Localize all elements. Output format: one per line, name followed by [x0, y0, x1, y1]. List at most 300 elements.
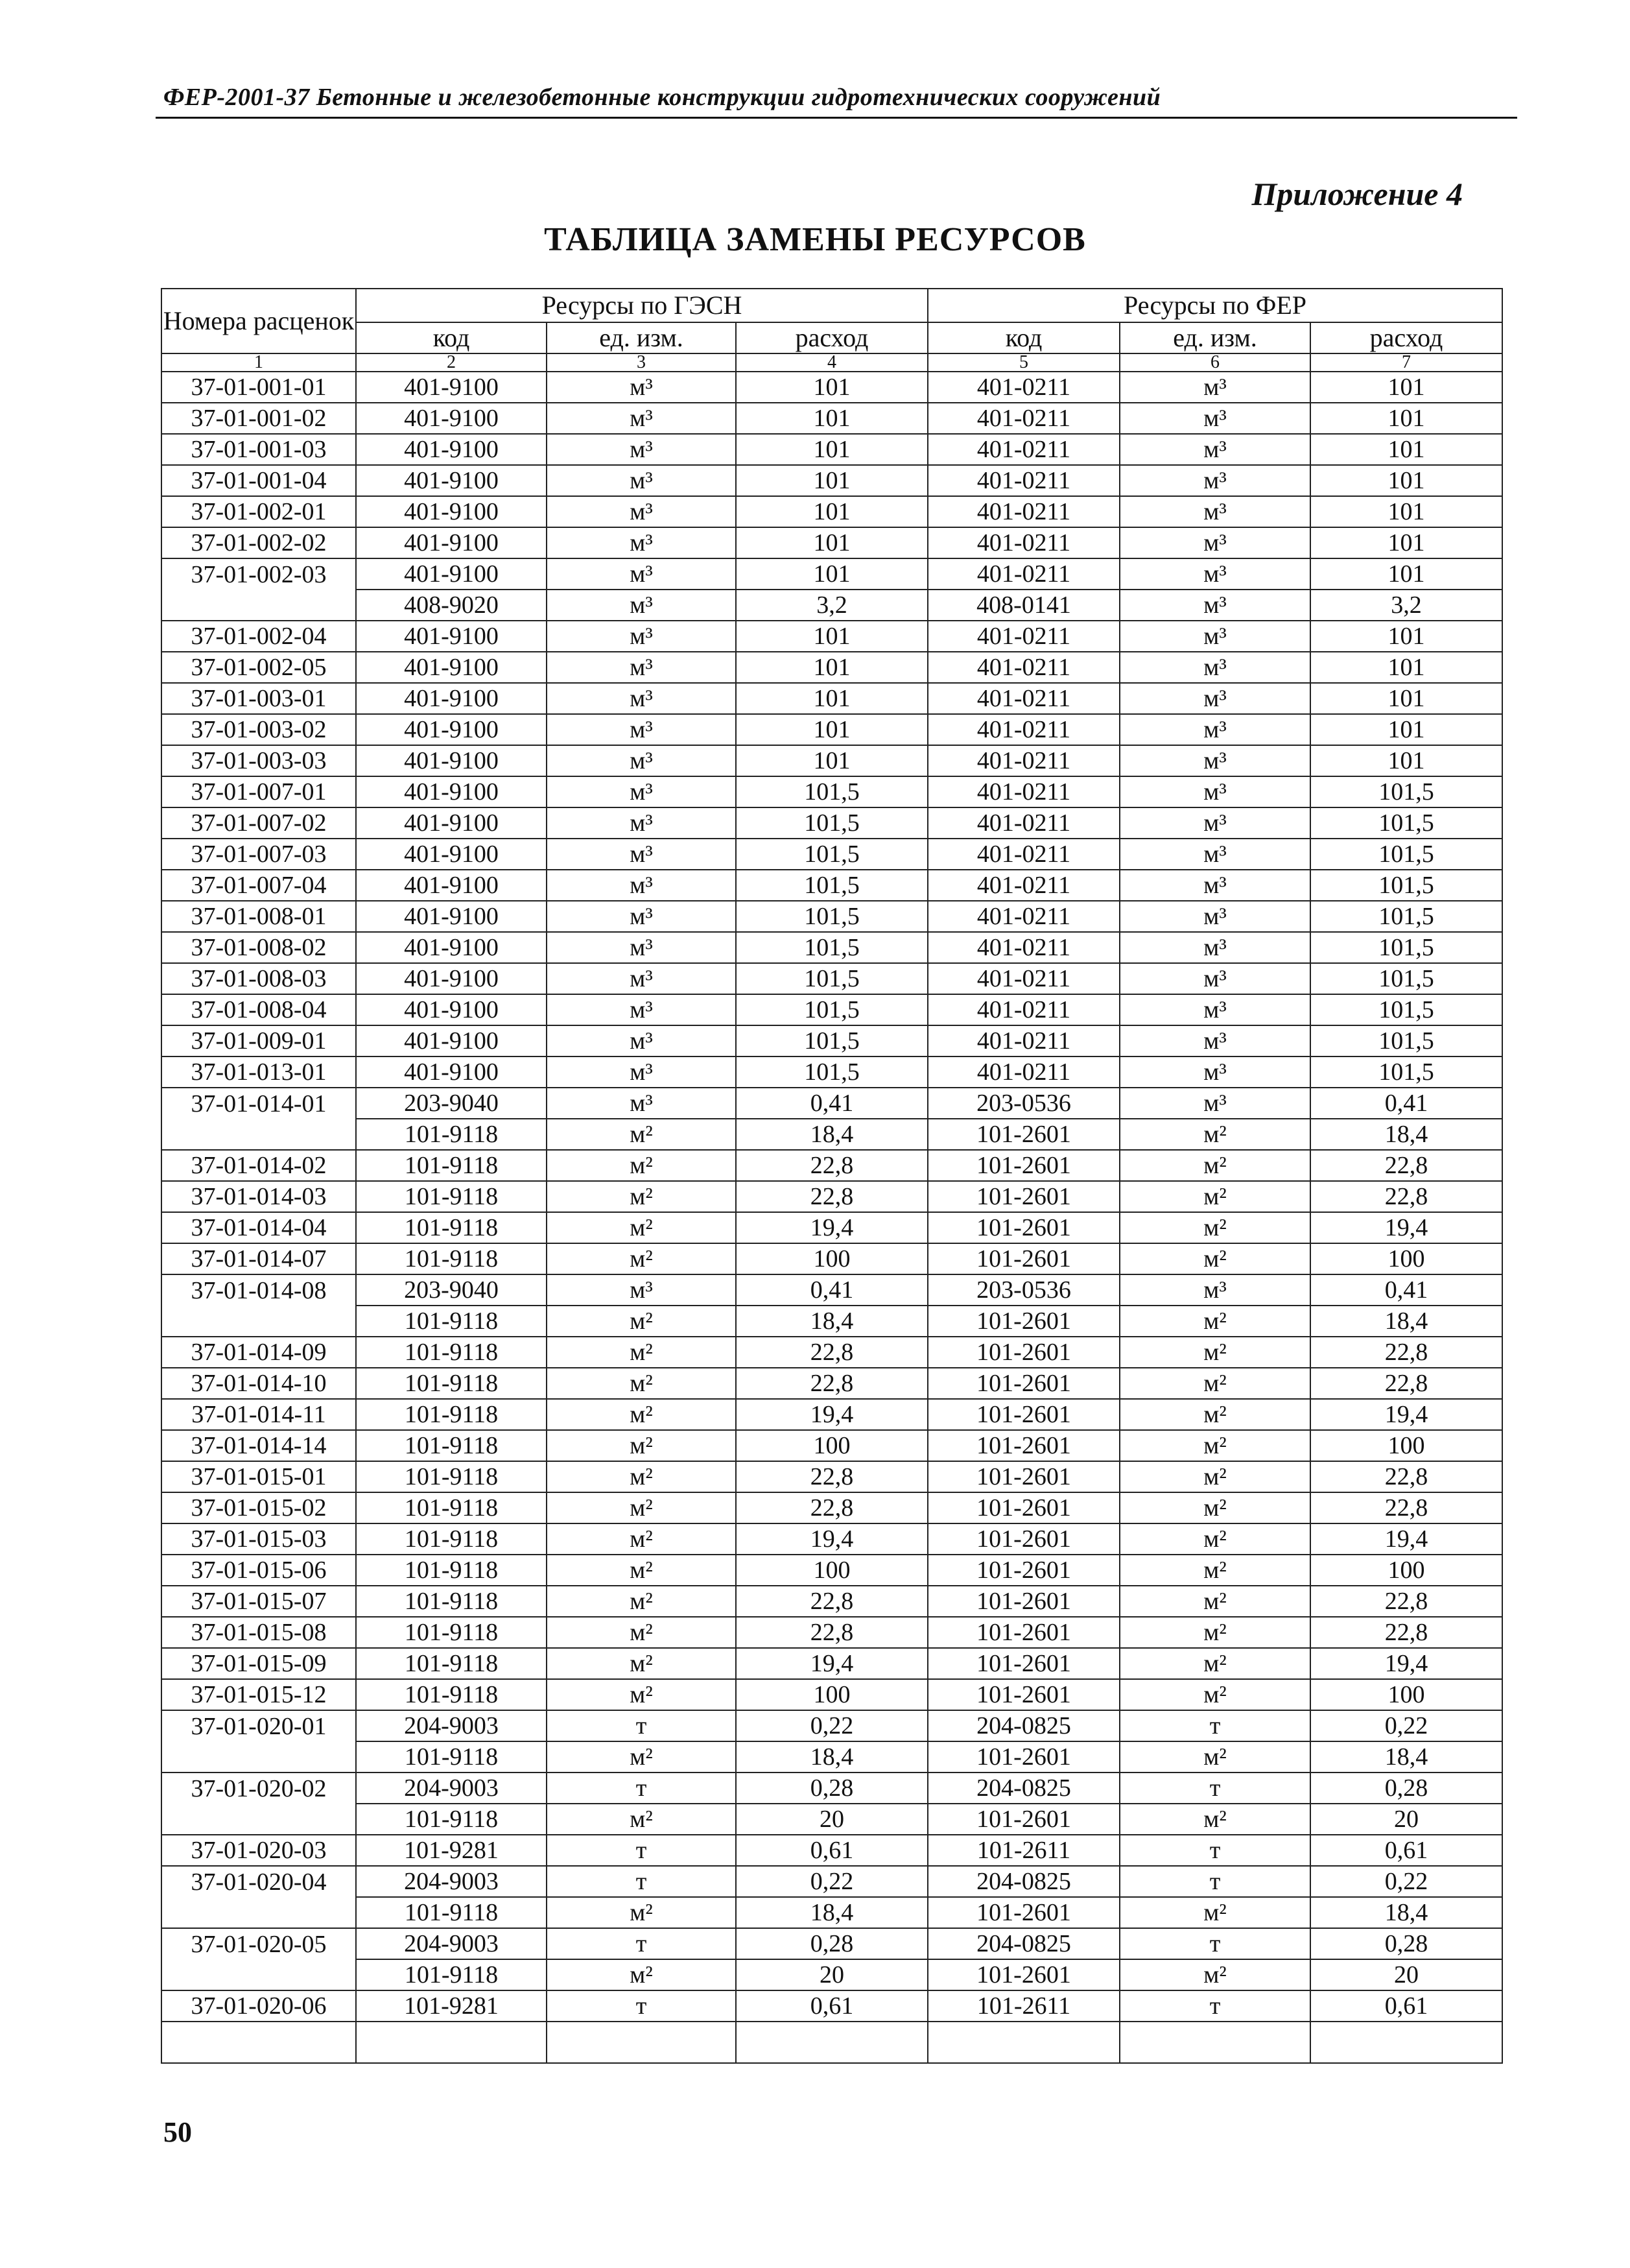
cell-gesn-consumption: 100 [736, 1555, 928, 1586]
empty-cell [161, 2022, 356, 2063]
cell-rate-number: 37-01-008-01 [161, 901, 356, 932]
cell-gesn-unit: м³ [547, 558, 736, 590]
cell-gesn-unit: м³ [547, 590, 736, 621]
table-row [161, 901, 1502, 932]
cell-gesn-code: 204-9003 [356, 1773, 547, 1804]
table-row [161, 1523, 1502, 1555]
cell-gesn-consumption: 0,28 [736, 1928, 928, 1959]
table-header-row-1 [161, 289, 1502, 322]
cell-rate-number: 37-01-008-02 [161, 932, 356, 963]
cell-gesn-unit: м³ [547, 403, 736, 434]
cell-rate-number: 37-01-001-04 [161, 465, 356, 496]
cell-fer-code: 101-2601 [928, 1897, 1120, 1928]
cell-rate-number: 37-01-002-01 [161, 496, 356, 527]
cell-fer-code: 203-0536 [928, 1088, 1120, 1119]
cell-fer-unit: м³ [1120, 372, 1310, 403]
cell-fer-code: 401-0211 [928, 745, 1120, 776]
cell-rate-number: 37-01-014-14 [161, 1430, 356, 1461]
cell-fer-code: 401-0211 [928, 465, 1120, 496]
cell-fer-consumption: 18,4 [1310, 1119, 1502, 1150]
cell-fer-consumption: 101 [1310, 434, 1502, 465]
cell-gesn-consumption: 18,4 [736, 1741, 928, 1773]
cell-gesn-unit: м³ [547, 621, 736, 652]
cell-gesn-code: 101-9118 [356, 1804, 547, 1835]
table-row [161, 1679, 1502, 1710]
cell-gesn-unit: м² [547, 1119, 736, 1150]
cell-gesn-consumption: 101 [736, 683, 928, 714]
cell-gesn-unit: м³ [547, 994, 736, 1025]
cell-fer-unit: м³ [1120, 434, 1310, 465]
cell-gesn-code: 101-9118 [356, 1555, 547, 1586]
cell-fer-code: 101-2601 [928, 1150, 1120, 1181]
cell-fer-consumption: 101 [1310, 527, 1502, 558]
cell-gesn-code: 408-9020 [356, 590, 547, 621]
cell-fer-unit: м² [1120, 1181, 1310, 1212]
cell-gesn-code: 401-9100 [356, 901, 547, 932]
cell-fer-consumption: 0,61 [1310, 1990, 1502, 2022]
table-row [161, 714, 1502, 745]
table-row [161, 1119, 1502, 1150]
cell-gesn-code: 101-9118 [356, 1461, 547, 1492]
cell-fer-unit: м² [1120, 1337, 1310, 1368]
cell-fer-code: 401-0211 [928, 683, 1120, 714]
cell-gesn-code: 101-9118 [356, 1648, 547, 1679]
cell-fer-code: 101-2601 [928, 1679, 1120, 1710]
cell-fer-code: 101-2611 [928, 1990, 1120, 2022]
cell-fer-unit: т [1120, 1866, 1310, 1897]
cell-gesn-unit: м² [547, 1150, 736, 1181]
cell-fer-code: 401-0211 [928, 807, 1120, 839]
cell-fer-consumption: 22,8 [1310, 1617, 1502, 1648]
cell-gesn-unit: м² [547, 1243, 736, 1274]
cell-fer-consumption: 18,4 [1310, 1741, 1502, 1773]
cell-gesn-code: 101-9118 [356, 1181, 547, 1212]
cell-fer-consumption: 100 [1310, 1430, 1502, 1461]
cell-gesn-consumption: 100 [736, 1430, 928, 1461]
cell-gesn-code: 101-9118 [356, 1119, 547, 1150]
cell-gesn-unit: м² [547, 1586, 736, 1617]
cell-fer-code: 401-0211 [928, 994, 1120, 1025]
table-row [161, 1430, 1502, 1461]
cell-gesn-unit: м³ [547, 807, 736, 839]
cell-fer-consumption: 101,5 [1310, 807, 1502, 839]
table-row [161, 1586, 1502, 1617]
cell-rate-number: 37-01-014-08 [161, 1274, 356, 1306]
cell-fer-code: 401-0211 [928, 621, 1120, 652]
appendix-label: Приложение 4 [1251, 176, 1463, 212]
cell-gesn-consumption: 0,41 [736, 1274, 928, 1306]
table-row [161, 403, 1502, 434]
cell-gesn-unit: т [547, 1866, 736, 1897]
cell-fer-unit: м² [1120, 1243, 1310, 1274]
column-number-row [161, 353, 1502, 372]
cell-gesn-code: 101-9118 [356, 1212, 547, 1243]
table-row [161, 1212, 1502, 1243]
cell-rate-number: 37-01-014-04 [161, 1212, 356, 1243]
cell-gesn-consumption: 22,8 [736, 1617, 928, 1648]
cell-gesn-unit: м³ [547, 683, 736, 714]
cell-fer-unit: м³ [1120, 1274, 1310, 1306]
cell-fer-unit: т [1120, 1928, 1310, 1959]
cell-fer-unit: м² [1120, 1212, 1310, 1243]
cell-rate-number: 37-01-014-10 [161, 1368, 356, 1399]
cell-gesn-consumption: 0,22 [736, 1710, 928, 1741]
cell-fer-unit: м³ [1120, 776, 1310, 807]
cell-fer-code: 101-2601 [928, 1306, 1120, 1337]
cell-gesn-code: 401-9100 [356, 434, 547, 465]
cell-fer-code: 101-2601 [928, 1555, 1120, 1586]
cell-rate-number [161, 1804, 356, 1835]
cell-rate-number: 37-01-002-03 [161, 558, 356, 590]
cell-gesn-consumption: 20 [736, 1804, 928, 1835]
cell-fer-code: 401-0211 [928, 870, 1120, 901]
cell-fer-code: 401-0211 [928, 496, 1120, 527]
cell-gesn-code: 204-9003 [356, 1710, 547, 1741]
cell-gesn-code: 101-9118 [356, 1617, 547, 1648]
cell-gesn-unit: м³ [547, 1025, 736, 1056]
cell-gesn-code: 101-9118 [356, 1337, 547, 1368]
cell-fer-consumption: 101,5 [1310, 870, 1502, 901]
cell-gesn-unit: м² [547, 1555, 736, 1586]
cell-fer-unit: м² [1120, 1741, 1310, 1773]
cell-rate-number [161, 1959, 356, 1990]
cell-fer-unit: м² [1120, 1617, 1310, 1648]
table-row [161, 1741, 1502, 1773]
cell-gesn-consumption: 3,2 [736, 590, 928, 621]
cell-fer-consumption: 101,5 [1310, 901, 1502, 932]
cell-gesn-unit: м² [547, 1804, 736, 1835]
cell-gesn-unit: м³ [547, 465, 736, 496]
cell-fer-unit: м³ [1120, 527, 1310, 558]
table-filler-row [161, 2022, 1502, 2063]
cell-fer-code: 101-2601 [928, 1181, 1120, 1212]
cell-gesn-unit: м³ [547, 870, 736, 901]
cell-gesn-unit: м² [547, 1399, 736, 1430]
cell-fer-unit: м³ [1120, 807, 1310, 839]
col-header-rate-numbers [161, 289, 356, 353]
cell-gesn-unit: м³ [547, 745, 736, 776]
cell-rate-number: 37-01-020-03 [161, 1835, 356, 1866]
cell-gesn-consumption: 101,5 [736, 870, 928, 901]
cell-fer-consumption: 101 [1310, 652, 1502, 683]
table-row [161, 1337, 1502, 1368]
cell-gesn-consumption: 100 [736, 1243, 928, 1274]
cell-fer-unit: м³ [1120, 745, 1310, 776]
cell-fer-unit: м³ [1120, 870, 1310, 901]
cell-rate-number: 37-01-015-03 [161, 1523, 356, 1555]
cell-gesn-unit: м³ [547, 714, 736, 745]
cell-gesn-consumption: 0,28 [736, 1773, 928, 1804]
col-number: 5 [928, 353, 1120, 372]
cell-fer-code: 401-0211 [928, 527, 1120, 558]
cell-gesn-unit: м² [547, 1492, 736, 1523]
cell-fer-consumption: 101,5 [1310, 1056, 1502, 1088]
cell-gesn-code: 101-9118 [356, 1430, 547, 1461]
table-row [161, 1648, 1502, 1679]
cell-fer-code: 401-0211 [928, 932, 1120, 963]
cell-gesn-consumption: 101 [736, 621, 928, 652]
cell-gesn-unit: т [547, 1773, 736, 1804]
cell-gesn-code: 401-9100 [356, 372, 547, 403]
cell-fer-consumption: 0,41 [1310, 1274, 1502, 1306]
resource-replacement-table [161, 288, 1503, 2064]
cell-fer-unit: м³ [1120, 839, 1310, 870]
cell-fer-consumption: 19,4 [1310, 1212, 1502, 1243]
cell-fer-code: 204-0825 [928, 1928, 1120, 1959]
cell-gesn-code: 401-9100 [356, 714, 547, 745]
cell-gesn-consumption: 22,8 [736, 1492, 928, 1523]
cell-gesn-unit: т [547, 1710, 736, 1741]
cell-gesn-consumption: 22,8 [736, 1181, 928, 1212]
cell-gesn-consumption: 101,5 [736, 807, 928, 839]
cell-fer-consumption: 0,22 [1310, 1710, 1502, 1741]
cell-gesn-code: 401-9100 [356, 527, 547, 558]
cell-rate-number: 37-01-013-01 [161, 1056, 356, 1088]
cell-gesn-consumption: 19,4 [736, 1212, 928, 1243]
cell-gesn-consumption: 101,5 [736, 1025, 928, 1056]
cell-gesn-unit: м³ [547, 1056, 736, 1088]
cell-fer-code: 101-2601 [928, 1804, 1120, 1835]
cell-rate-number: 37-01-014-09 [161, 1337, 356, 1368]
cell-rate-number: 37-01-002-05 [161, 652, 356, 683]
cell-gesn-unit: м² [547, 1430, 736, 1461]
cell-rate-number: 37-01-008-04 [161, 994, 356, 1025]
cell-gesn-code: 401-9100 [356, 465, 547, 496]
cell-gesn-consumption: 101 [736, 496, 928, 527]
cell-gesn-consumption: 19,4 [736, 1523, 928, 1555]
cell-gesn-consumption: 101 [736, 403, 928, 434]
cell-fer-consumption: 101,5 [1310, 994, 1502, 1025]
cell-gesn-consumption: 101,5 [736, 901, 928, 932]
cell-rate-number: 37-01-020-01 [161, 1710, 356, 1741]
cell-fer-unit: м² [1120, 1399, 1310, 1430]
header-rule [156, 117, 1517, 119]
cell-fer-unit: м³ [1120, 994, 1310, 1025]
cell-gesn-unit: м² [547, 1648, 736, 1679]
table-row [161, 558, 1502, 590]
col-number: 4 [736, 353, 928, 372]
cell-fer-unit: м² [1120, 1461, 1310, 1492]
cell-fer-consumption: 101 [1310, 372, 1502, 403]
cell-rate-number: 37-01-009-01 [161, 1025, 356, 1056]
cell-gesn-code: 401-9100 [356, 1025, 547, 1056]
table-row [161, 745, 1502, 776]
table-row [161, 932, 1502, 963]
cell-fer-unit: т [1120, 1990, 1310, 2022]
table-row [161, 1959, 1502, 1990]
cell-gesn-unit: м² [547, 1306, 736, 1337]
cell-fer-unit: т [1120, 1835, 1310, 1866]
cell-fer-consumption: 101,5 [1310, 932, 1502, 963]
cell-rate-number: 37-01-015-07 [161, 1586, 356, 1617]
group-header-fer: Ресурсы по ФЕР [928, 289, 1502, 322]
cell-gesn-unit: м² [547, 1337, 736, 1368]
cell-gesn-code: 401-9100 [356, 807, 547, 839]
cell-gesn-unit: м³ [547, 839, 736, 870]
table-row [161, 994, 1502, 1025]
cell-gesn-unit: м³ [547, 652, 736, 683]
cell-fer-unit: м³ [1120, 558, 1310, 590]
cell-fer-unit: м³ [1120, 590, 1310, 621]
cell-gesn-consumption: 101,5 [736, 1056, 928, 1088]
cell-gesn-code: 204-9003 [356, 1866, 547, 1897]
cell-gesn-unit: м³ [547, 372, 736, 403]
table-row [161, 1835, 1502, 1866]
cell-gesn-code: 101-9118 [356, 1306, 547, 1337]
cell-fer-unit: м² [1120, 1119, 1310, 1150]
cell-rate-number: 37-01-003-03 [161, 745, 356, 776]
cell-fer-unit: м³ [1120, 932, 1310, 963]
cell-gesn-consumption: 22,8 [736, 1461, 928, 1492]
cell-fer-consumption: 101 [1310, 714, 1502, 745]
cell-rate-number: 37-01-020-05 [161, 1928, 356, 1959]
cell-fer-unit: м³ [1120, 1025, 1310, 1056]
cell-gesn-unit: м³ [547, 932, 736, 963]
cell-fer-code: 101-2601 [928, 1212, 1120, 1243]
cell-gesn-code: 101-9118 [356, 1523, 547, 1555]
cell-fer-consumption: 0,28 [1310, 1928, 1502, 1959]
cell-fer-consumption: 101 [1310, 558, 1502, 590]
cell-rate-number: 37-01-020-06 [161, 1990, 356, 2022]
table-row [161, 465, 1502, 496]
cell-gesn-unit: м² [547, 1181, 736, 1212]
table-row [161, 870, 1502, 901]
cell-fer-consumption: 0,22 [1310, 1866, 1502, 1897]
cell-rate-number: 37-01-014-03 [161, 1181, 356, 1212]
cell-fer-code: 101-2601 [928, 1337, 1120, 1368]
cell-fer-consumption: 19,4 [1310, 1523, 1502, 1555]
cell-fer-code: 401-0211 [928, 652, 1120, 683]
cell-fer-code: 101-2601 [928, 1523, 1120, 1555]
cell-rate-number: 37-01-015-01 [161, 1461, 356, 1492]
cell-fer-unit: м² [1120, 1804, 1310, 1835]
cell-gesn-unit: м² [547, 1741, 736, 1773]
col-number: 3 [547, 353, 736, 372]
cell-rate-number: 37-01-007-02 [161, 807, 356, 839]
table-row [161, 1088, 1502, 1119]
table-row [161, 496, 1502, 527]
cell-rate-number: 37-01-001-02 [161, 403, 356, 434]
table-row [161, 590, 1502, 621]
cell-fer-consumption: 19,4 [1310, 1648, 1502, 1679]
cell-fer-code: 101-2601 [928, 1959, 1120, 1990]
cell-gesn-code: 203-9040 [356, 1274, 547, 1306]
cell-gesn-consumption: 0,41 [736, 1088, 928, 1119]
cell-fer-unit: м² [1120, 1306, 1310, 1337]
empty-cell [547, 2022, 736, 2063]
table-row [161, 1710, 1502, 1741]
cell-gesn-code: 401-9100 [356, 932, 547, 963]
cell-gesn-consumption: 19,4 [736, 1399, 928, 1430]
cell-fer-unit: м² [1120, 1368, 1310, 1399]
cell-fer-consumption: 101 [1310, 496, 1502, 527]
cell-fer-code: 101-2601 [928, 1243, 1120, 1274]
cell-fer-consumption: 22,8 [1310, 1181, 1502, 1212]
table-row [161, 683, 1502, 714]
cell-rate-number [161, 1119, 356, 1150]
cell-fer-code: 401-0211 [928, 1025, 1120, 1056]
cell-gesn-code: 401-9100 [356, 496, 547, 527]
cell-gesn-unit: м² [547, 1461, 736, 1492]
cell-gesn-unit: м³ [547, 776, 736, 807]
cell-fer-unit: м³ [1120, 621, 1310, 652]
page-title: ТАБЛИЦА ЗАМЕНЫ РЕСУРСОВ [544, 221, 1086, 258]
cell-rate-number: 37-01-007-03 [161, 839, 356, 870]
cell-fer-consumption: 101 [1310, 745, 1502, 776]
cell-rate-number: 37-01-007-01 [161, 776, 356, 807]
cell-rate-number: 37-01-001-01 [161, 372, 356, 403]
cell-fer-code: 101-2601 [928, 1617, 1120, 1648]
cell-rate-number [161, 1741, 356, 1773]
cell-fer-consumption: 101,5 [1310, 1025, 1502, 1056]
cell-gesn-code: 101-9281 [356, 1990, 547, 2022]
col-number: 6 [1120, 353, 1310, 372]
table-row [161, 1617, 1502, 1648]
cell-gesn-code: 401-9100 [356, 963, 547, 994]
table-row [161, 1928, 1502, 1959]
cell-fer-consumption: 101 [1310, 403, 1502, 434]
cell-fer-code: 401-0211 [928, 901, 1120, 932]
cell-gesn-consumption: 18,4 [736, 1306, 928, 1337]
cell-rate-number: 37-01-002-02 [161, 527, 356, 558]
cell-fer-code: 101-2601 [928, 1430, 1120, 1461]
cell-fer-unit: т [1120, 1710, 1310, 1741]
cell-fer-consumption: 22,8 [1310, 1368, 1502, 1399]
table-row [161, 839, 1502, 870]
cell-gesn-consumption: 18,4 [736, 1119, 928, 1150]
cell-gesn-unit: м³ [547, 963, 736, 994]
table-row [161, 621, 1502, 652]
cell-fer-code: 401-0211 [928, 776, 1120, 807]
table-row [161, 1274, 1502, 1306]
cell-fer-unit: м³ [1120, 465, 1310, 496]
cell-gesn-consumption: 100 [736, 1679, 928, 1710]
col-header-fer-unit: ед. изм. [1120, 322, 1310, 353]
cell-gesn-code: 101-9118 [356, 1243, 547, 1274]
cell-gesn-consumption: 19,4 [736, 1648, 928, 1679]
cell-fer-unit: м³ [1120, 714, 1310, 745]
cell-fer-code: 401-0211 [928, 434, 1120, 465]
cell-rate-number: 37-01-014-01 [161, 1088, 356, 1119]
col-header-gesn-unit: ед. изм. [547, 322, 736, 353]
table-row [161, 1181, 1502, 1212]
cell-gesn-code: 401-9100 [356, 1056, 547, 1088]
cell-rate-number: 37-01-007-04 [161, 870, 356, 901]
cell-fer-consumption: 101 [1310, 683, 1502, 714]
cell-gesn-code: 401-9100 [356, 683, 547, 714]
cell-fer-unit: м² [1120, 1555, 1310, 1586]
cell-gesn-consumption: 20 [736, 1959, 928, 1990]
cell-fer-consumption: 19,4 [1310, 1399, 1502, 1430]
cell-gesn-code: 101-9118 [356, 1959, 547, 1990]
cell-gesn-consumption: 101 [736, 714, 928, 745]
cell-gesn-unit: м³ [547, 901, 736, 932]
cell-gesn-code: 101-9118 [356, 1150, 547, 1181]
table-row [161, 1897, 1502, 1928]
cell-rate-number: 37-01-020-04 [161, 1866, 356, 1897]
cell-fer-consumption: 0,28 [1310, 1773, 1502, 1804]
empty-cell [736, 2022, 928, 2063]
cell-fer-unit: м² [1120, 1430, 1310, 1461]
cell-gesn-code: 401-9100 [356, 994, 547, 1025]
cell-gesn-unit: м² [547, 1897, 736, 1928]
cell-rate-number: 37-01-015-02 [161, 1492, 356, 1523]
cell-fer-consumption: 101 [1310, 621, 1502, 652]
cell-gesn-consumption: 101 [736, 527, 928, 558]
running-title: ФЕР-2001-37 Бетонные и железобетонные конструкции гидротехнических сооружений [163, 84, 1161, 111]
cell-fer-code: 101-2601 [928, 1399, 1120, 1430]
table-row [161, 652, 1502, 683]
